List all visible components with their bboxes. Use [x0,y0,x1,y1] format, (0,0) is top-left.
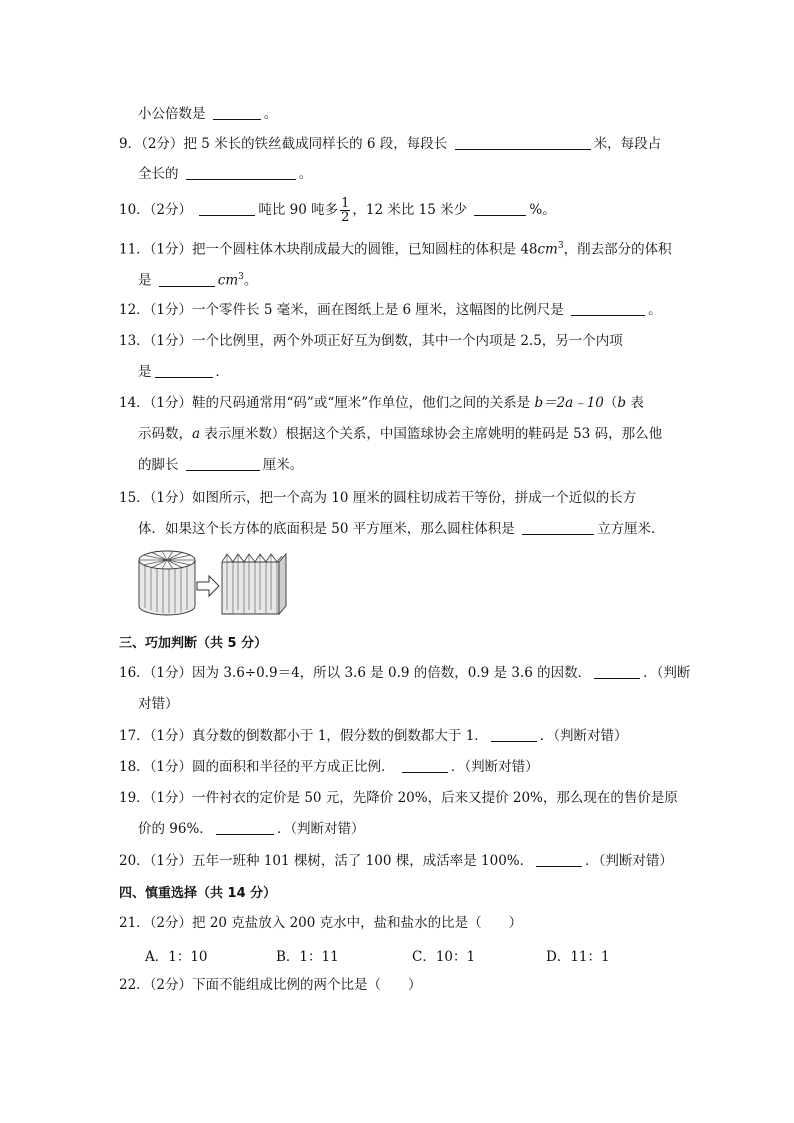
question-text: %。 [529,202,556,218]
question-score: （1分） [149,395,193,411]
unit-exponent: 3 [238,272,244,282]
question-number: 20． [119,853,150,869]
question-number: 17． [119,728,150,744]
answer-blank[interactable] [474,201,526,216]
question-text: 价的 96%． [138,821,213,837]
question-text: 立方厘米． [597,521,665,537]
q8-text: 小公倍数是 [138,106,206,122]
question-number: 18． [119,759,150,775]
question-score: （2分） [149,915,193,931]
question-15-cont [138,519,665,539]
question-text: 如图所示，把一个高为 10 厘米的圆柱切成若干等份，拼成一个近似的长方 [192,490,637,506]
question-text: 一个比例里，两个外项正好互为倒数，其中一个内项是 2.5，另一个内项 [192,333,623,349]
variable: b [617,395,627,411]
answer-blank[interactable] [199,201,255,216]
fraction-denominator: 2 [341,210,350,225]
question-text: 圆的面积和半径的平方成正比例． [192,759,395,775]
question-18 [119,757,539,777]
fraction-numerator: 1 [341,196,350,211]
question-text: 是 [138,364,152,380]
answer-blank[interactable] [216,820,274,835]
question-score: （2分） [149,977,193,993]
question-number: 12． [119,302,150,318]
answer-blank[interactable] [186,456,260,471]
question-text: 真分数的倒数都小于 1，假分数的倒数都大于 1． [192,728,488,744]
question-14-cont2 [138,455,303,475]
question-text: 米，每段占 [593,136,662,152]
answer-blank[interactable] [159,272,215,287]
question-16-cont [138,694,179,714]
question-12: 12．（1分）一个零件长 5 毫米，画在图纸上是 6 厘米，这幅图的比例尺是 。 [119,302,662,318]
formula: b＝2a﹣10 [534,395,604,411]
question-text: 表 [626,395,644,411]
question-number: 21． [119,915,150,931]
question-text: ，削去部分的体积 [563,241,672,258]
option-d[interactable]: D．11：1 [546,949,610,965]
question-22 [119,975,422,995]
section-4-heading: 四、慎重选择（共 14 分） [119,886,277,901]
question-text: 厘米。 [262,457,304,473]
answer-blank[interactable] [536,852,582,867]
question-text: 吨比 90 吨多 [258,202,339,218]
question-number: 19． [119,790,150,806]
question-number: 22． [119,977,150,993]
answer-blank[interactable] [455,135,591,150]
option-c[interactable]: C．10：1 [412,949,476,965]
fraction [340,197,350,224]
option-a[interactable]: A．1：10 [145,949,208,965]
unit-text: cm [537,241,558,258]
question-text: ．（判断对错） [450,759,539,775]
answer-blank[interactable] [594,664,640,679]
question-17 [119,726,628,746]
question-text: 把一个圆柱体木块削成最大的圆锥，已知圆柱的体积是 48 [192,241,538,258]
question-number: 9． [119,136,142,152]
question-13-cont: 是 ． [138,364,229,380]
question-text: ．（判断对错） [276,821,365,837]
question-number: 10． [119,202,150,218]
answer-blank[interactable] [186,165,296,180]
question-text: 下面不能组成比例的两个比是（ ） [192,977,422,993]
question-20 [119,851,673,871]
question-number: 11． [119,241,150,258]
question-text: 鞋的尺码通常用“码”或“厘米”作单位，他们之间的关系是 [192,395,535,411]
cylinder-icon [139,551,195,615]
unit-text: cm [217,272,239,289]
question-text: ．（判断对错） [585,853,673,869]
question-text: ．（判断 [643,665,691,681]
question-10 [119,197,556,224]
question-score: （1分） [149,665,193,681]
question-score: （1分） [149,790,193,806]
question-score: （1分） [149,759,193,775]
question-14 [119,393,644,413]
question-text: 的脚长 [138,457,179,473]
question-number: 13． [119,333,150,349]
question-score: （1分） [149,302,193,318]
question-11-cont: 是 $cm^3$。 [138,272,258,289]
option-b[interactable]: B．1：11 [276,949,339,965]
question-text: 是 [138,272,152,289]
cuboid-icon [222,554,286,614]
question-number: 14． [119,395,150,411]
question-text: 对错） [138,696,179,712]
question-11 [119,236,672,260]
question-number: 15． [119,490,150,506]
question-score: （2分） [141,136,184,152]
question-text: 一个零件长 5 毫米，画在图纸上是 6 厘米，这幅图的比例尺是 [192,302,564,318]
answer-blank[interactable] [213,105,261,120]
question-score: （1分） [149,853,193,869]
question-13 [119,331,623,351]
answer-blank[interactable] [522,520,594,535]
question-19 [119,788,678,808]
answer-blank[interactable] [571,301,645,316]
answer-blank[interactable] [491,727,537,742]
question-text: 因为 3.6÷0.9＝4，所以 3.6 是 0.9 的倍数，0.9 是 3.6 的因数． [192,665,592,681]
question-text: 把 20 克盐放入 200 克水中，盐和盐水的比是（ ） [192,915,523,931]
question-number: 16． [119,665,150,681]
unit-exponent: 3 [557,241,564,251]
question-text: 把 5 米长的铁丝截成同样长的 6 段，每段长 [183,136,448,152]
question-text: （ [603,395,618,411]
question-16 [119,663,690,683]
question-9-cont: 全长的 。 [138,166,313,182]
question-text: ，12 米比 15 米少 [352,202,468,218]
question-score: （1分） [149,728,193,744]
cylinder-to-cuboid-figure [137,548,297,618]
question-score: （1分） [149,490,193,506]
question-text: 全长的 [138,166,179,182]
question-text: ．（判断对错） [539,728,628,744]
question-14-cont [138,424,662,444]
question-text: 一件衬衣的定价是 50 元，先降价 20%，后来又提价 20%，那么现在的售价是原 [192,790,678,806]
question-text: 体．如果这个长方体的底面积是 50 平方厘米，那么圆柱体积是 [138,521,515,537]
question-score: （2分） [149,202,193,218]
question-score: （1分） [149,333,193,349]
q8-continuation: 小公倍数是 。 [138,106,278,122]
arrow-right-icon [197,576,219,596]
question-19-cont [138,819,365,839]
question-score: （1分） [149,241,193,258]
answer-blank[interactable] [402,758,448,773]
section-3-heading: 三、巧加判断（共 5 分） [119,636,268,651]
variable: a [192,426,201,442]
question-text: 示码数， [138,426,192,442]
answer-blank[interactable] [155,363,213,378]
question-text: 表示厘米数）根据这个关系，中国篮球协会主席姚明的鞋码是 53 码，那么他 [200,426,663,442]
question-9 [119,134,661,154]
question-text: 五年一班种 101 棵树，活了 100 棵，成活率是 100%． [192,853,534,869]
question-21 [119,913,522,933]
question-15 [119,488,636,508]
